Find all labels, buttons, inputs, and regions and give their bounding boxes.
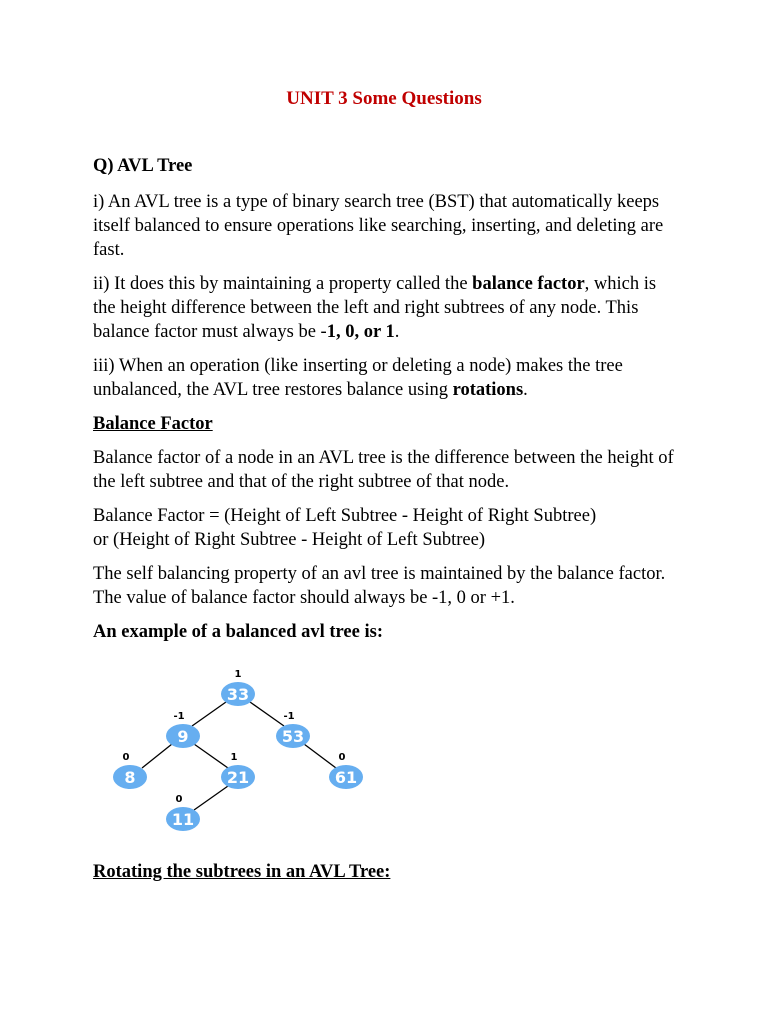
paragraph-6: The self balancing property of an avl tree is maintained by the balance factor. The value of balance factor should always be -1, 0 or +1.	[93, 564, 666, 608]
node-label: 8	[124, 768, 136, 787]
balance-factor-label: 1	[230, 752, 238, 763]
p2-bold-balance-factor: balance factor	[472, 274, 585, 294]
paragraph-5	[93, 504, 683, 552]
example-heading: An example of a balanced avl tree is:	[93, 622, 383, 642]
balance-factor-label: 0	[338, 752, 346, 763]
p2-text-c: , which is the height difference between the left and right subtrees of any node. This balance factor must always be -	[93, 274, 657, 342]
balance-factor-label: 0	[175, 794, 183, 805]
document-body	[93, 154, 683, 654]
paragraph-4: Balance factor of a node in an AVL tree is the difference between the height of the left subtree and that of the right subtree of that node.	[93, 448, 674, 492]
paragraph-2	[93, 272, 683, 344]
node-label: 11	[171, 810, 195, 829]
avl-tree-diagram	[100, 664, 380, 840]
tree-node-9	[166, 711, 200, 748]
tree-node-21	[221, 752, 255, 789]
node-label: 33	[226, 685, 250, 704]
balance-factor-label: -1	[283, 711, 295, 722]
question-heading: Q) AVL Tree	[93, 156, 193, 176]
p3-bold-rotations: rotations	[452, 380, 524, 400]
balance-factor-label: 0	[122, 752, 130, 763]
balance-factor-heading: Balance Factor	[93, 414, 213, 434]
tree-edges	[142, 702, 336, 810]
formula-line-2: or (Height of Right Subtree - Height of Left Subtree)	[93, 530, 485, 550]
rotation-heading: Rotating the subtrees in an AVL Tree:	[93, 862, 391, 882]
p2-text-e: .	[394, 322, 400, 342]
edge-21-11	[194, 786, 228, 810]
p2-text-a: ii) It does this by maintaining a property called the	[93, 274, 473, 294]
node-label: 9	[177, 727, 189, 746]
p3-text-c: .	[523, 380, 528, 400]
edge-9-21	[194, 744, 228, 768]
tree-node-33	[221, 669, 255, 706]
tree-node-11	[166, 794, 200, 831]
node-label: 53	[281, 727, 305, 746]
node-label: 21	[226, 768, 250, 787]
balance-factor-label: 1	[234, 669, 242, 680]
balance-factor-label: -1	[173, 711, 185, 722]
tree-node-8	[113, 752, 147, 789]
paragraph-1: i) An AVL tree is a type of binary search tree (BST) that automatically keeps itself balanced to ensure operations like searching, inserting, and deleting are fast.	[93, 192, 664, 260]
edge-9-8	[142, 744, 172, 768]
edge-33-53	[250, 702, 284, 726]
edge-53-61	[304, 744, 336, 768]
formula-line-1: Balance Factor = (Height of Left Subtree - Height of Right Subtree)	[93, 506, 597, 526]
edge-33-9	[192, 702, 226, 726]
node-label: 61	[334, 768, 358, 787]
tree-node-61	[329, 752, 363, 789]
document-title: UNIT 3 Some Questions	[286, 88, 482, 109]
p2-bold-values: 1, 0, or 1	[326, 322, 395, 342]
tree-node-53	[276, 711, 310, 748]
p3-text-a: iii) When an operation (like inserting or deleting a node) makes the tree unbalanced, the AVL tree restores balance using	[93, 356, 623, 400]
paragraph-3	[93, 354, 683, 402]
